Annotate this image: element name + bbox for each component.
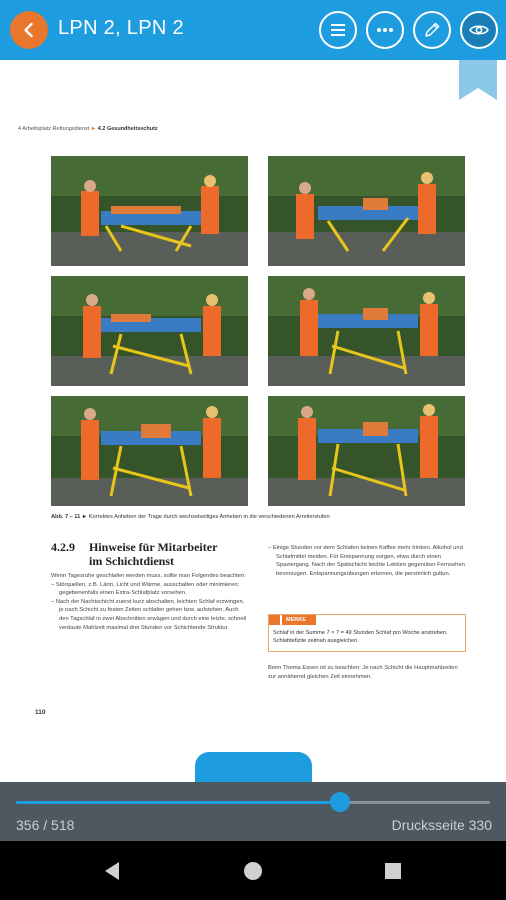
chevron-left-icon: [21, 22, 37, 38]
top-app-bar: [0, 0, 506, 60]
page-number: 110: [35, 709, 46, 716]
section-number: 4.2.9: [51, 540, 75, 554]
photo-stretcher-1: [51, 156, 248, 266]
breadcrumb-section: 4.2 Gesundheitsschutz: [97, 126, 158, 132]
menu-icon: [330, 23, 346, 37]
photo-stretcher-3: [51, 276, 248, 386]
left-column-text: [51, 572, 248, 632]
back-button[interactable]: [10, 11, 48, 49]
left-bullet-2: – Nach der Nachtschicht zuerst kurz abschalten, leichten Schlaf erzwingen, je nach Schicht zu festen Zeiten schlafen gehen bzw. aufstehen. Auch den Tagschlaf in zwei Abschnitten erwägen und durch eine letzte, schnell verdaute Mahlzeit maximal drei Stunden vor Schichtende Struktur.: [51, 598, 247, 631]
document-title: LPN 2, LPN 2: [58, 17, 184, 39]
page-slider-fill: [16, 801, 340, 804]
menu-button[interactable]: [319, 11, 357, 49]
left-bullet-1: – Störquellen, z.B. Lärm, Licht und Wärme, ausschalten oder minimieren; gegebenenfalls einen Extra-Schlafplatz vorsehen.: [51, 581, 240, 597]
print-page-label: Drucksseite 330: [391, 817, 492, 833]
photo-stretcher-5: [51, 396, 248, 506]
right-after-text: Beim Thema Essen ist zu beachten: Je nach Schicht die Hauptmahlzeiten zur annähernd gleichen Zeit einnehmen.: [268, 665, 458, 680]
figure-caption: [51, 514, 471, 520]
panel-handle-tab[interactable]: [195, 752, 312, 784]
right-bullet-1: – Einige Stunden vor dem Schlafen keinen Kaffee mehr trinken. Alkohol und Schlafmittel meiden. Für Entspannung sorgen, etwa durch einen Spaziergang. Nach der Spätschicht leichte Lektüre gegenüber Fernsehen bevorzugen. Entspannungsübungen erlernen, die persönlich guttun.: [268, 545, 465, 577]
caption-text: Korrektes Anheben der Trage durch wechselseitiges Anheben in die verschiedenen Arretierstufen: [88, 514, 330, 520]
nav-recents-button[interactable]: [363, 841, 423, 900]
left-intro: Wenn Tagesruhe geschlafen werden muss, sollte man Folgendes beachten:: [51, 573, 246, 579]
page-counter: 356 / 518: [16, 817, 75, 833]
more-icon: [376, 27, 394, 33]
right-column-after: [268, 664, 466, 681]
bookmark-ribbon-icon[interactable]: [459, 60, 497, 100]
nav-back-button[interactable]: [82, 841, 142, 900]
more-options-button[interactable]: [366, 11, 404, 49]
view-mode-button[interactable]: [460, 11, 498, 49]
right-column-text: [268, 544, 466, 578]
pencil-icon: [423, 21, 441, 39]
photo-stretcher-2: [268, 156, 465, 266]
breadcrumb-chapter: 4 Arbeitsplatz Rettungsdienst: [18, 126, 90, 132]
back-triangle-icon: [103, 861, 121, 881]
recents-square-icon: [384, 862, 402, 880]
book-page: [0, 60, 506, 782]
photo-stretcher-4: [268, 276, 465, 386]
section-title-line2: im Schichtdienst: [89, 554, 175, 568]
photo-stretcher-6: [268, 396, 465, 506]
annotate-button[interactable]: [413, 11, 451, 49]
merke-icon: [269, 615, 280, 625]
merke-label: MERKE: [282, 615, 316, 625]
caption-label: Abb. 7 – 11: [51, 514, 81, 520]
breadcrumb-separator: ►: [90, 126, 97, 132]
merke-box: [268, 614, 466, 652]
merke-tag: [269, 615, 316, 625]
nav-home-button[interactable]: [223, 841, 283, 900]
page-slider-panel: [0, 782, 506, 841]
merke-text: Schlaf in der Summe 7 × 7 = 49 Stunden Schlaf pro Woche anstreben. Schlafdefizite zeitnah ausgleichen.: [273, 630, 448, 645]
page-slider-thumb[interactable]: [330, 792, 350, 812]
home-circle-icon: [243, 861, 263, 881]
section-title-line1: Hinweise für Mitarbeiter: [89, 540, 218, 554]
breadcrumb: [18, 126, 158, 132]
eye-icon: [469, 23, 489, 37]
section-heading: [51, 540, 217, 568]
system-nav-bar: [0, 841, 506, 900]
caption-arrow: ►: [81, 514, 88, 520]
